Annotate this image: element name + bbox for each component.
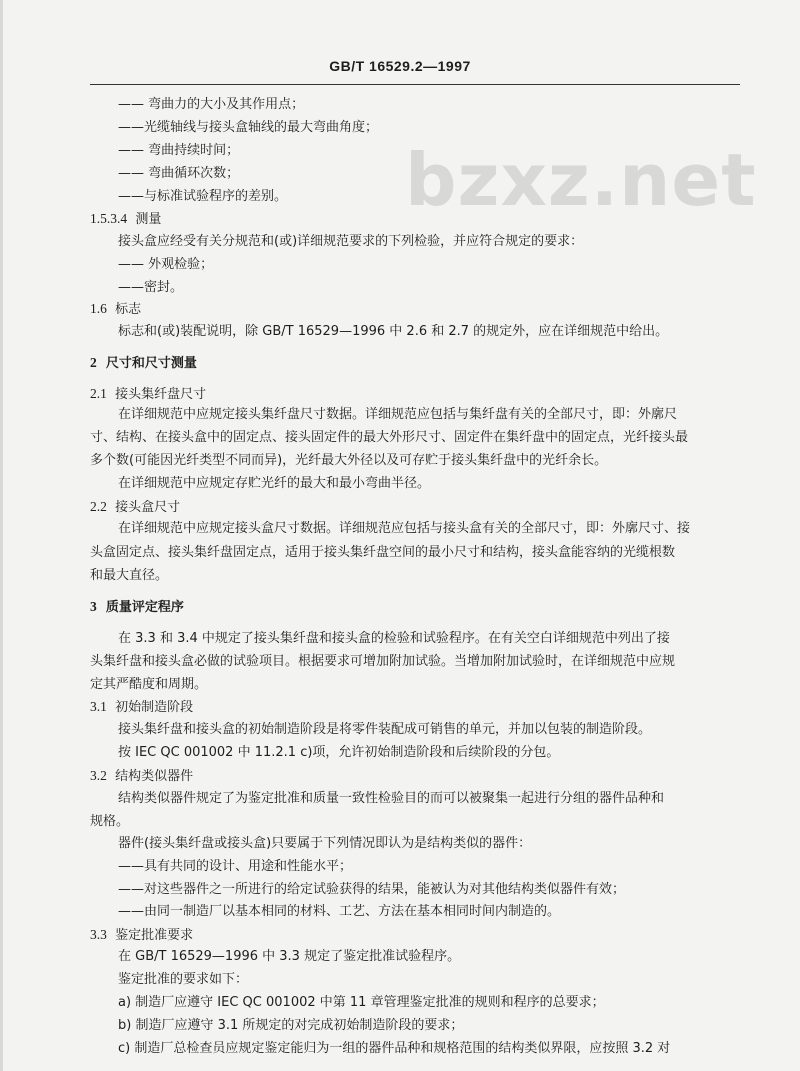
list-item: ——光缆轴线与接头盒轴线的最大弯曲角度； xyxy=(118,120,379,135)
paragraph: 标志和(或)装配说明，除 GB/T 16529—1996 中 2.6 和 2.7 的规定外，应在详细规范中给出。 xyxy=(118,324,669,339)
paragraph-line: 结构类似器件规定了为鉴定批准和质量一致性检验目的而可以被聚集一起进行分组的器件品种和 xyxy=(118,791,665,806)
paragraph-line: 器件(接头集纤盘或接头盒)只要属于下列情况即认为是结构类似的器件： xyxy=(118,836,532,851)
section-number: 2.1 xyxy=(90,386,107,401)
list-item: ——对这些器件之一所进行的给定试验获得的结果，能被认为对其他结构类似器件有效； xyxy=(118,882,626,897)
chapter-title: 质量评定程序 xyxy=(105,600,184,615)
section-title: 测量 xyxy=(135,212,162,227)
paragraph-line: 规格。 xyxy=(90,814,130,829)
section-title: 结构类似器件 xyxy=(115,769,194,784)
list-item: —— 弯曲力的大小及其作用点； xyxy=(118,97,305,112)
section-number: 2.2 xyxy=(90,499,107,514)
watermark: bzxz.net xyxy=(405,138,757,222)
paragraph-line: 头盒固定点、接头集纤盘固定点，适用于接头集纤盘空间的最小尺寸和结构，接头盒能容纳的光缆根数 xyxy=(90,545,676,560)
list-item: ——与标准试验程序的差别。 xyxy=(118,189,288,204)
list-item: ——具有共同的设计、用途和性能水平； xyxy=(118,859,353,874)
page-header-doc-code: GB/T 16529.2—1997 xyxy=(329,58,471,74)
chapter-heading-2 xyxy=(90,355,197,372)
list-item: —— 外观检验； xyxy=(118,257,214,272)
section-heading-3-3 xyxy=(90,927,193,944)
section-heading-3-2 xyxy=(90,768,193,785)
list-item: ——由同一制造厂以基本相同的材料、工艺、方法在基本相同时间内制造的。 xyxy=(118,904,561,919)
list-item: c) 制造厂总检查员应规定鉴定能归为一组的器件品种和规格范围的结构类似界限，应按照 3.2 对 xyxy=(118,1041,671,1056)
paragraph-line: 接头集纤盘和接头盒的初始制造阶段是将零件装配成可销售的单元，并加以包装的制造阶段。 xyxy=(118,722,652,737)
paragraph-line: 定其严酷度和周期。 xyxy=(90,677,208,692)
list-item: —— 弯曲持续时间； xyxy=(118,143,240,158)
paragraph-line: 按 IEC QC 001002 中 11.2.1 c)项，允许初始制造阶段和后续阶段的分包。 xyxy=(118,745,560,760)
list-item: —— 弯曲循环次数； xyxy=(118,166,240,181)
paragraph-line: 在 GB/T 16529—1996 中 3.3 规定了鉴定批准试验程序。 xyxy=(118,949,461,964)
paragraph-line: 多个数(可能因光纤类型不同而异)，光纤最大外径以及可存贮于接头集纤盘中的光纤余长。 xyxy=(90,453,608,468)
chapter-title: 尺寸和尺寸测量 xyxy=(105,356,197,371)
paragraph-line: 在详细规范中应规定存贮光纤的最大和最小弯曲半径。 xyxy=(118,476,431,491)
section-number: 3.2 xyxy=(90,768,107,783)
section-title: 接头集纤盘尺寸 xyxy=(115,387,207,402)
section-number: 3.3 xyxy=(90,927,107,942)
paragraph-line: 和最大直径。 xyxy=(90,568,169,583)
section-heading-1-5-3-4 xyxy=(90,211,161,228)
paragraph-line: 寸、结构、在接头盒中的固定点、接头固定件的最大外形尺寸、固定件在集纤盘中的固定点，光纤接头最 xyxy=(90,430,689,445)
list-item: a) 制造厂应遵守 IEC QC 001002 中第 11 章管理鉴定批准的规则和程序的总要求； xyxy=(118,995,605,1010)
list-item: ——密封。 xyxy=(118,280,184,295)
section-number: 1.6 xyxy=(90,301,107,316)
chapter-number: 2 xyxy=(90,355,97,370)
paragraph-line: 在 3.3 和 3.4 中规定了接头集纤盘和接头盒的检验和试验程序。在有关空白详细规范中列出了接 xyxy=(118,631,670,646)
section-number: 1.5.3.4 xyxy=(90,211,128,226)
section-number: 3.1 xyxy=(90,699,107,714)
header-rule xyxy=(90,84,740,85)
section-heading-2-2 xyxy=(90,499,180,516)
chapter-heading-3 xyxy=(90,599,184,616)
section-heading-1-6 xyxy=(90,301,141,318)
section-title: 鉴定批准要求 xyxy=(115,928,194,943)
paragraph-line: 头集纤盘和接头盒必做的试验项目。根据要求可增加附加试验。当增加附加试验时，在详细规范中应规 xyxy=(90,654,676,669)
paragraph-line: 在详细规范中应规定接头盒尺寸数据。详细规范应包括与接头盒有关的全部尺寸，即：外廓尺寸、接 xyxy=(118,521,691,536)
section-heading-3-1 xyxy=(90,699,193,716)
section-title: 初始制造阶段 xyxy=(115,700,194,715)
section-title: 标志 xyxy=(115,302,142,317)
section-heading-2-1 xyxy=(90,386,206,403)
list-item: b) 制造厂应遵守 3.1 所规定的对完成初始制造阶段的要求； xyxy=(118,1018,464,1033)
section-title: 接头盒尺寸 xyxy=(115,500,181,515)
chapter-number: 3 xyxy=(90,599,97,614)
paragraph-line: 在详细规范中应规定接头集纤盘尺寸数据。详细规范应包括与集纤盘有关的全部尺寸，即：外廓尺 xyxy=(118,407,678,422)
paragraph: 接头盒应经受有关分规范和(或)详细规范要求的下列检验，并应符合规定的要求： xyxy=(118,234,584,249)
scan-edge-shadow xyxy=(0,0,3,1071)
paragraph-line: 鉴定批准的要求如下： xyxy=(118,972,249,987)
